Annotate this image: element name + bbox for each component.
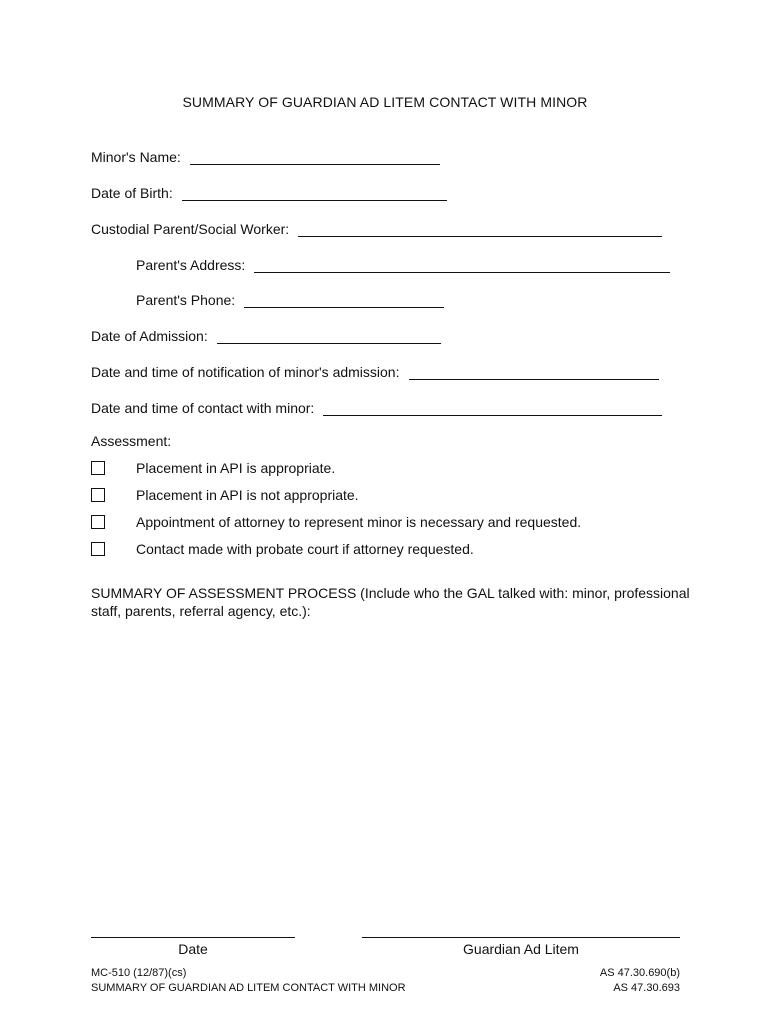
notification-label: Date and time of notification of minor's admission: xyxy=(91,364,400,380)
minor-name-row xyxy=(91,145,440,165)
assessment-option-label: Placement in API is appropriate. xyxy=(136,460,336,476)
parent-address-field[interactable] xyxy=(254,257,670,273)
notification-row xyxy=(91,360,659,380)
admission-row xyxy=(91,324,441,344)
contact-field[interactable] xyxy=(323,400,662,416)
assessment-option xyxy=(91,539,474,559)
assessment-option-label: Contact made with probate court if attorney requested. xyxy=(136,541,474,557)
custodial-row xyxy=(91,217,662,237)
checkbox[interactable] xyxy=(91,461,105,475)
admission-label: Date of Admission: xyxy=(91,328,208,344)
gal-label: Guardian Ad Litem xyxy=(463,941,579,957)
notification-field[interactable] xyxy=(409,364,659,380)
contact-row xyxy=(91,396,662,416)
minor-name-label: Minor's Name: xyxy=(91,149,181,165)
assessment-option-label: Appointment of attorney to represent minor is necessary and requested. xyxy=(136,514,582,530)
custodial-field[interactable] xyxy=(298,221,662,237)
checkbox[interactable] xyxy=(91,515,105,529)
assessment-option xyxy=(91,512,582,532)
form-code: MC-510 (12/87)(cs) xyxy=(91,967,187,979)
gal-signature-line[interactable] xyxy=(362,937,680,938)
minor-name-field[interactable] xyxy=(190,149,440,165)
statute-1: AS 47.30.690(b) xyxy=(599,967,680,979)
date-label: Date xyxy=(178,941,208,957)
parent-phone-field[interactable] xyxy=(244,292,444,308)
assessment-option-label: Placement in API is not appropriate. xyxy=(136,487,359,503)
dob-field[interactable] xyxy=(182,185,447,201)
summary-textarea[interactable] xyxy=(91,630,684,924)
contact-label: Date and time of contact with minor: xyxy=(91,400,315,416)
admission-field[interactable] xyxy=(217,328,441,344)
summary-label: SUMMARY OF ASSESSMENT PROCESS (Include who the GAL talked with: minor, professional staff, parents, referral agency, etc.): xyxy=(91,585,690,619)
assessment-option xyxy=(91,485,359,505)
footer-title: SUMMARY OF GUARDIAN AD LITEM CONTACT WITH MINOR xyxy=(91,982,406,994)
form-title: SUMMARY OF GUARDIAN AD LITEM CONTACT WITH MINOR xyxy=(182,94,588,110)
parent-address-label: Parent's Address: xyxy=(136,257,246,273)
checkbox[interactable] xyxy=(91,542,105,556)
checkbox[interactable] xyxy=(91,488,105,502)
assessment-label: Assessment: xyxy=(91,433,172,449)
dob-label: Date of Birth: xyxy=(91,185,173,201)
dob-row xyxy=(91,181,447,201)
parent-address-row xyxy=(136,253,670,273)
date-signature-line[interactable] xyxy=(91,937,295,938)
assessment-option xyxy=(91,458,336,478)
custodial-label: Custodial Parent/Social Worker: xyxy=(91,221,290,237)
statute-2: AS 47.30.693 xyxy=(613,982,680,994)
parent-phone-label: Parent's Phone: xyxy=(136,292,236,308)
parent-phone-row xyxy=(136,288,444,308)
